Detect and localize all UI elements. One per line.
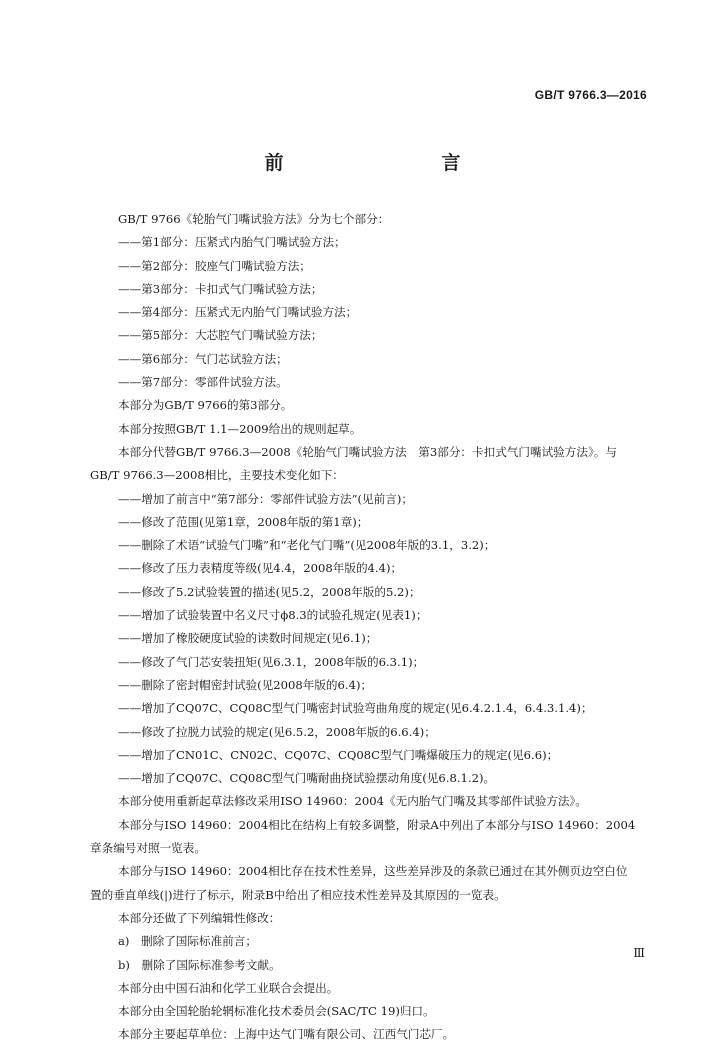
body-line: 本部分主要起草单位：上海中达气门嘴有限公司、江西气门芯厂。	[118, 1027, 455, 1042]
body-line: ——增加了前言中“第7部分：零部件试验方法”(见前言)；	[118, 491, 413, 506]
body-line: 本部分使用重新起草法修改采用ISO 14960：2004《无内胎气门嘴及其零部件试验方法》。	[118, 794, 587, 809]
body-line: 本部分与ISO 14960：2004相比存在技术性差异，这些差异涉及的条款已通过在其外侧页边空白位	[118, 864, 628, 879]
page-number: Ⅲ	[633, 946, 645, 960]
body-line: 本部分为GB/T 9766的第3部分。	[118, 398, 293, 413]
body-text	[90, 208, 655, 1047]
body-line: ——第2部分：胶座气门嘴试验方法；	[118, 258, 311, 273]
body-line: 本部分按照GB/T 1.1—2009给出的规则起草。	[118, 421, 362, 436]
body-line: 章条编号对照一览表。	[90, 841, 206, 856]
body-line: ——增加了CQ07C、CQ08C型气门嘴耐曲挠试验摆动角度(见6.8.1.2)。	[118, 771, 496, 786]
body-line: ——修改了拉脱力试验的规定(见6.5.2，2008年版的6.6.4)；	[118, 724, 436, 739]
body-line: ——修改了压力表精度等级(见4.4，2008年版的4.4)；	[118, 561, 403, 576]
body-line: ——第6部分：气门芯试验方法；	[118, 351, 288, 366]
body-line: ——增加了CN01C、CN02C、CQ07C、CQ08C型气门嘴爆破压力的规定(见6.6)；	[118, 747, 559, 762]
body-line: 本部分代替GB/T 9766.3—2008《轮胎气门嘴试验方法 第3部分：卡扣式气门嘴试验方法》。与	[118, 444, 617, 459]
body-line: ——删除了密封帽密封试验(见2008年版的6.4)；	[118, 677, 373, 692]
body-line: ——修改了5.2试验装置的描述(见5.2，2008年版的5.2)；	[118, 584, 421, 599]
body-line: ——第7部分：零部件试验方法。	[118, 375, 288, 390]
body-line: ——第3部分：卡扣式气门嘴试验方法；	[118, 281, 323, 296]
body-line: 本部分与ISO 14960：2004相比在结构上有较多调整，附录A中列出了本部分与ISO 14960：2004	[118, 817, 636, 832]
body-line: GB/T 9766《轮胎气门嘴试验方法》分为七个部分：	[118, 212, 390, 226]
body-line: 本部分由中国石油和化学工业联合会提出。	[118, 980, 339, 995]
body-line: ——第4部分：压紧式无内胎气门嘴试验方法；	[118, 305, 358, 320]
body-line: ——增加了橡胶硬度试验的读数时间规定(见6.1)；	[118, 631, 378, 646]
body-line: ——修改了范围(见第1章，2008年版的第1章)；	[118, 514, 369, 529]
standard-code: GB/T 9766.3—2016	[534, 88, 647, 102]
body-line: ——删除了术语“试验气门嘴”和“老化气门嘴”(见2008年版的3.1，3.2)；	[118, 538, 496, 553]
body-line: b) 删除了国际标准参考文献。	[118, 957, 281, 972]
body-line: GB/T 9766.3—2008相比，主要技术变化如下：	[90, 468, 344, 483]
body-line: ——第1部分：压紧式内胎气门嘴试验方法；	[118, 235, 346, 250]
body-line: ——第5部分：大芯腔气门嘴试验方法；	[118, 328, 323, 343]
body-line: ——修改了气门芯安装扭矩(见6.3.1，2008年版的6.3.1)；	[118, 654, 425, 669]
page-title: 前 言	[264, 152, 501, 174]
body-line: ——增加了CQ07C、CQ08C型气门嘴密封试验弯曲角度的规定(见6.4.2.1.4，6.4.3.1.4)；	[118, 701, 593, 716]
body-line: 置的垂直单线(|)进行了标示，附录B中给出了相应技术性差异及其原因的一览表。	[90, 887, 506, 902]
body-line: a) 删除了国际标准前言；	[118, 934, 257, 949]
body-line: 本部分还做了下列编辑性修改：	[118, 910, 281, 925]
body-line: ——增加了试验装置中名义尺寸ϕ8.3的试验孔规定(见表1)；	[118, 608, 428, 623]
body-line: 本部分由全国轮胎轮辋标准化技术委员会(SAC/TC 19)归口。	[118, 1004, 435, 1019]
